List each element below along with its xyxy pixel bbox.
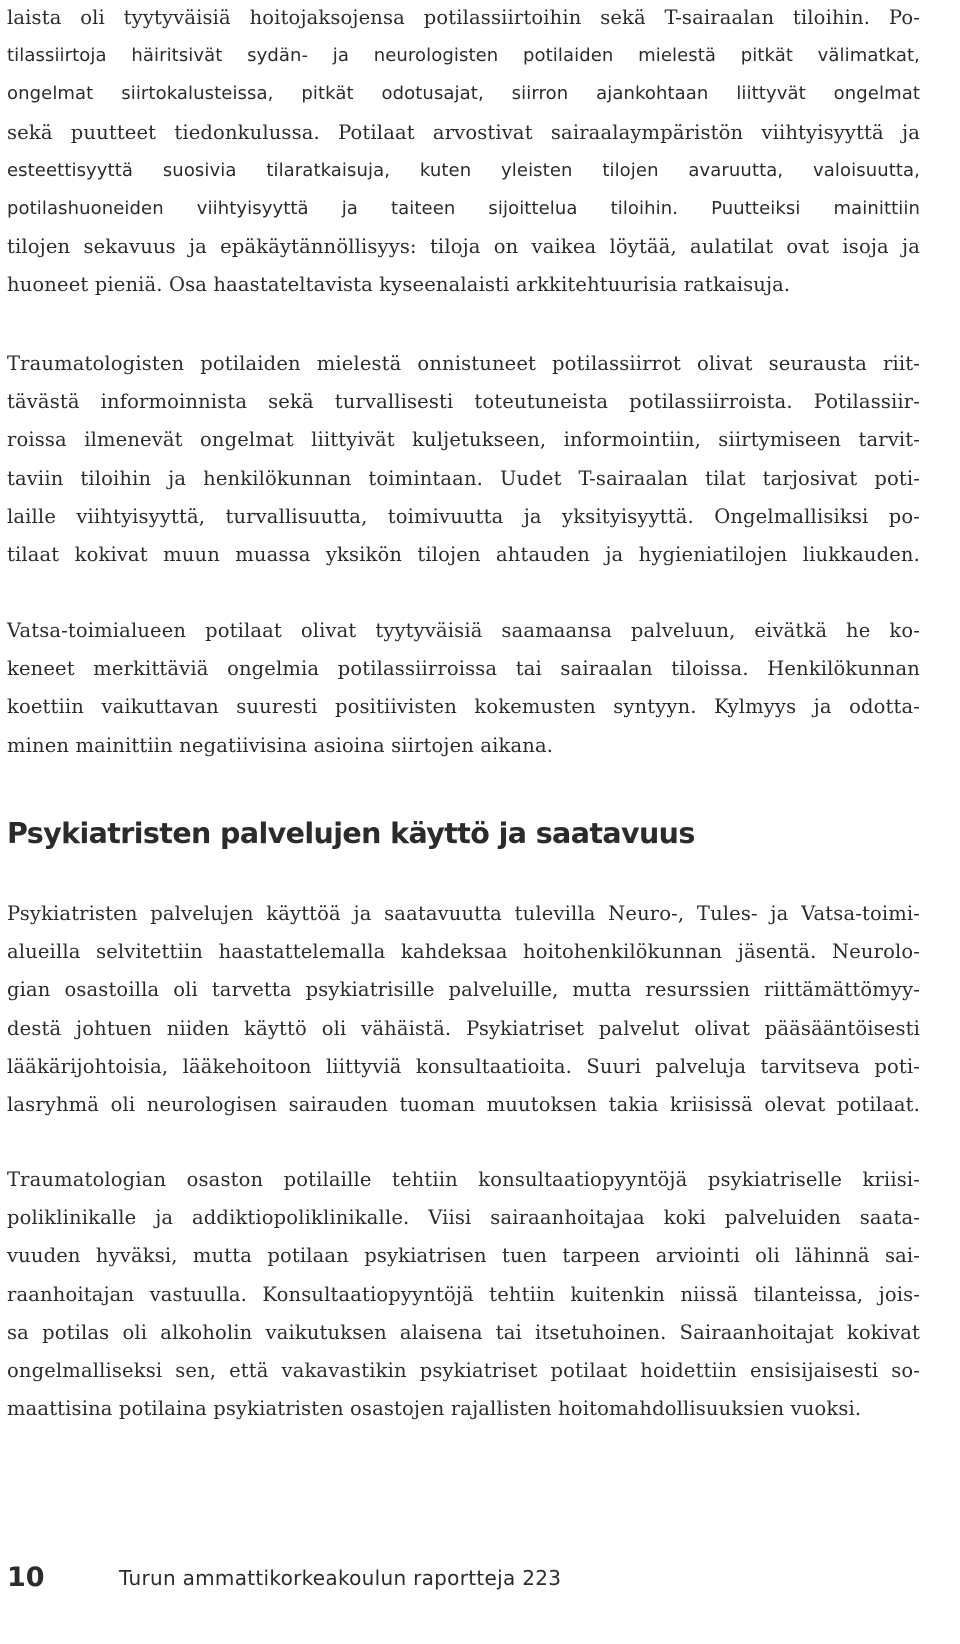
text-line: tilojen sekavuus ja epäkäytännöllisyys: tiloja on vaikea löytää, aulatilat ovat isoja ja [7,235,920,259]
text-line: taviin tiloihin ja henkilökunnan toimintaan. Uudet T-sairaalan tilat tarjosivat poti- [7,466,920,490]
text-line: laille viihtyisyyttä, turvallisuutta, toimivuutta ja yksityisyyttä. Ongelmallisiksi po- [7,504,920,528]
publication-series-title: Turun ammattikorkeakoulun raportteja 223 [119,1566,562,1590]
text-line: ongelmat siirtokalusteissa, pitkät odotusajat, siirron ajankohtaan liittyvät ongelmat [7,83,920,105]
text-line: tävästä informoinnista sekä turvallisesti toteutuneista potilassiirroista. Potilassiir- [7,390,920,414]
text-line: Traumatologian osaston potilaille tehtiin konsultaatiopyyntöjä psykiatriselle kriisi- [7,1168,920,1191]
text-line: huoneet pieniä. Osa haastateltavista kyseenalaisti arkkitehtuurisia ratkaisuja. [7,273,791,297]
paragraph-traumatology-patients [7,345,920,574]
text-line: ongelmalliseksi sen, että vakavastikin psykiatriset potilaat hoidettiin ensisijaisesti so- [7,1359,920,1383]
text-line: Psykiatristen palvelujen käyttöä ja saatavuutta tulevilla Neuro-, Tules- ja Vatsa-toimi- [7,902,920,925]
text-line: minen mainittiin negatiivisina asioina siirtojen aikana. [7,733,554,757]
text-line: esteettisyyttä suosivia tilaratkaisuja, kuten yleisten tilojen avaruutta, valoisuutta, [7,159,920,181]
text-line: tilassiirtoja häiritsivät sydän- ja neurologisten potilaiden mielestä pitkät välimatkat, [7,45,920,67]
text-line: roissa ilmenevät ongelmat liittyivät kuljetukseen, informointiin, siirtymiseen tarvit- [7,428,920,452]
text-line: poliklinikalle ja addiktiopoliklinikalle. Viisi sairaanhoitajaa koki palveluiden saata- [7,1206,920,1230]
page-number: 10 [7,1562,45,1593]
text-line: lääkärijohtoisia, lääkehoitoon liittyviä konsultaatioita. Suuri palveluja tarvitseva poti- [7,1054,920,1078]
text-line: destä johtuen niiden käyttö oli vähäistä. Psykiatriset palvelut olivat pääsääntöisesti [7,1016,920,1040]
paragraph-abdominal-patients [7,612,920,765]
text-line: Vatsa-toimialueen potilaat olivat tyytyväisiä saamaansa palveluun, eivätkä he ko- [7,619,920,642]
text-line: sa potilas oli alkoholin vaikutuksen alaisena tai itsetuhoinen. Sairaanhoitajat kokivat [7,1320,920,1344]
paragraph-patient-satisfaction-facilities [7,0,920,305]
text-line: koettiin vaikuttavan suuresti positiivisten kokemusten syntyyn. Kylmyys ja odotta- [7,695,920,719]
text-line: laista oli tyytyväisiä hoitojaksojensa potilassiirtoihin sekä T-sairaalan tiloihin. Po- [7,6,920,29]
text-line: raanhoitajan vastuulla. Konsultaatiopyyntöjä tehtiin kuitenkin niissä tilanteissa, jois- [7,1282,920,1306]
paragraph-psychiatric-services-usage [7,895,920,1124]
text-line: lasryhmä oli neurologisen sairauden tuoman muutoksen takia kriisissä olevat potilaat. [7,1093,920,1117]
text-line: sekä puutteet tiedonkulussa. Potilaat arvostivat sairaalaympäristön viihtyisyyttä ja [7,120,920,144]
paragraph-traumatology-consultations [7,1161,920,1428]
text-line: keneet merkittäviä ongelmia potilassiirroissa tai sairaalan tiloissa. Henkilökunnan [7,657,920,681]
text-line: tilaat kokivat muun muassa yksikön tilojen ahtauden ja hygieniatilojen liukkauden. [7,543,920,567]
text-line: vuuden hyväksi, mutta potilaan psykiatrisen tuen tarpeen arviointi oli lähinnä sai- [7,1244,920,1268]
text-line: gian osastoilla oli tarvetta psykiatrisille palveluille, mutta resurssien riittämättömyy- [7,978,920,1002]
text-line: maattisina potilaina psykiatristen osastojen rajallisten hoitomahdollisuuksien vuoksi. [7,1397,862,1421]
text-line: Traumatologisten potilaiden mielestä onnistuneet potilassiirrot olivat seurausta riit- [7,352,920,375]
text-line: potilashuoneiden viihtyisyyttä ja taiteen sijoittelua tiloihin. Puutteiksi mainittiin [7,198,920,220]
page-footer [7,1562,920,1596]
section-heading: Psykiatristen palvelujen käyttö ja saatavuus [7,817,695,850]
text-line: alueilla selvitettiin haastattelemalla kahdeksaa hoitohenkilökunnan jäsentä. Neurolo- [7,940,920,964]
